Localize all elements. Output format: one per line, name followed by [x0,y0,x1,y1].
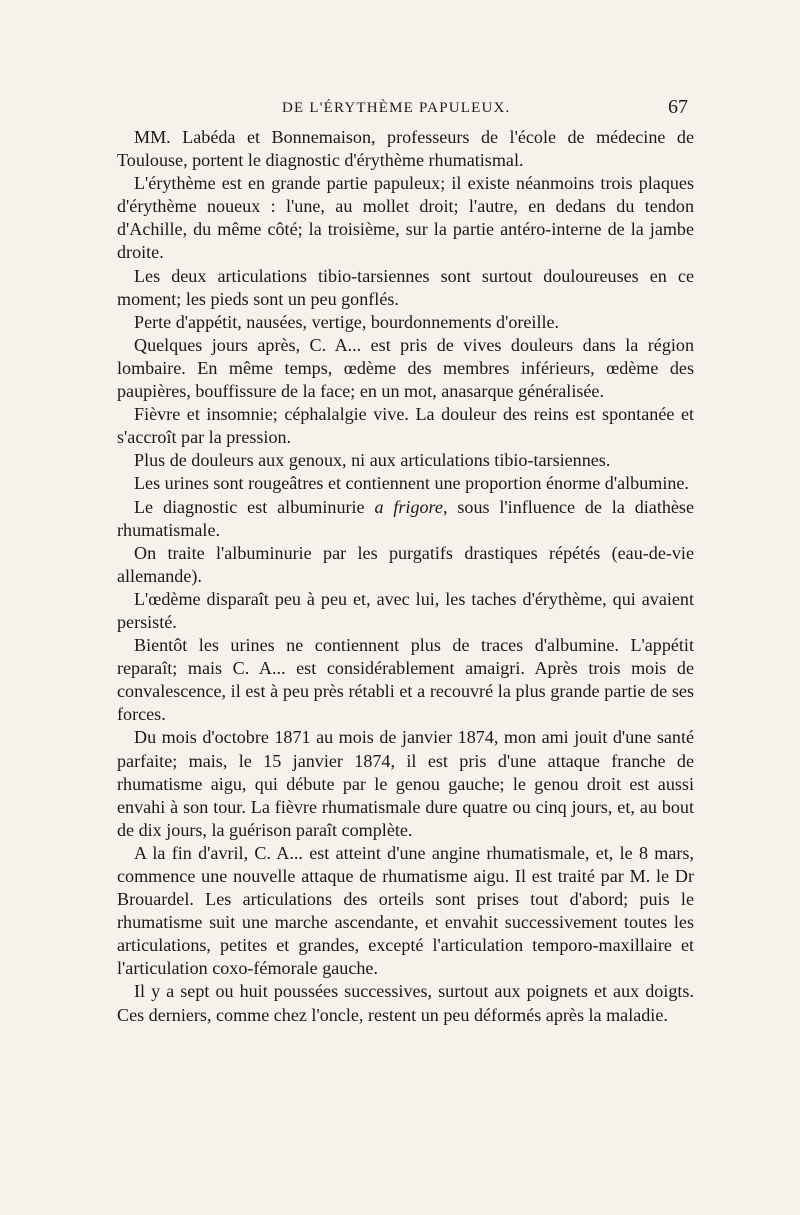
paragraph: Il y a sept ou huit poussées successives, surtout aux poignets et aux doigts. Ces derniers, comme chez l'oncle, restent un peu déformés après la maladie. [117,981,694,1025]
paragraph: On traite l'albuminurie par les purgatifs drastiques répétés (eau-de-vie allemande). [117,542,694,586]
paragraph: Quelques jours après, C. A... est pris de vives douleurs dans la région lombaire. En même temps, œdème des membres inférieurs, œdème des paupières, bouffissure de la face; en un mot, anasarque généralisée. [117,334,694,402]
paragraph: MM. Labéda et Bonnemaison, professeurs de l'école de médecine de Toulouse, portent le diagnostic d'érythème rhumatismal. [117,127,694,171]
paragraph: L'érythème est en grande partie papuleux; il existe néanmoins trois plaques d'érythème noueux : l'une, au mollet droit; l'autre, en dedans du tendon d'Achille, du même côté; la troisième, sur la partie antéro-interne de la jambe droite. [117,173,694,263]
paragraph: Fièvre et insomnie; céphalalgie vive. La douleur des reins est spontanée et s'accroît par la pression. [117,404,694,448]
page-number: 67 [668,96,688,118]
paragraph: L'œdème disparaît peu à peu et, avec lui, les taches d'érythème, qui avaient persisté. [117,588,694,632]
page-header [117,96,692,122]
paragraph: Plus de douleurs aux genoux, ni aux articulations tibio-tarsiennes. [134,450,611,471]
paragraph: Du mois d'octobre 1871 au mois de janvier 1874, mon ami jouit d'une santé parfaite; mais, le 15 janvier 1874, il est pris d'une attaque franche de rhumatisme aigu, qui débute par le genou gauche; le genou droit est aussi envahi à son tour. La fièvre rhumatismale dure quatre ou cinq jours, et, au bout de dix jours, la guérison paraît complète. [117,727,694,840]
paragraph: Perte d'appétit, nausées, vertige, bourdonnements d'oreille. [134,311,560,332]
paragraph: Bientôt les urines ne contiennent plus de traces d'albumine. L'appétit reparaît; mais C. A... est considérablement amaigri. Après trois mois de convalescence, il est à peu près rétabli et a recouvré la plus grande partie de ses forces. [117,635,694,725]
body-text [117,126,694,1027]
paragraph: Les deux articulations tibio-tarsiennes sont surtout douloureuses en ce moment; les pieds sont un peu gonflés. [117,265,694,309]
paragraph [117,496,694,542]
paragraph-text: Le diagnostic est albuminurie [134,496,375,517]
paragraph: A la fin d'avril, C. A... est atteint d'une angine rhumatismale, et, le 8 mars, commence une nouvelle attaque de rhumatisme aigu. Il est traité par M. le Dr Brouardel. Les articulations des orteils sont prises tout d'abord; puis le rhumatisme suit une marche ascendante, et envahit successivement toutes les articulations, petites et grandes, excepté l'articulation temporo-maxillaire et l'articulation coxo-fémorale gauche. [117,842,694,979]
paragraph: Les urines sont rougeâtres et contiennent une proportion énorme d'albumine. [134,473,689,494]
italic-term: a frigore [374,496,443,517]
paragraph-text: , sous l'influence de la diathèse rhumatismale. [117,496,695,540]
running-title: DE L'ÉRYTHÈME PAPULEUX. [282,100,511,116]
